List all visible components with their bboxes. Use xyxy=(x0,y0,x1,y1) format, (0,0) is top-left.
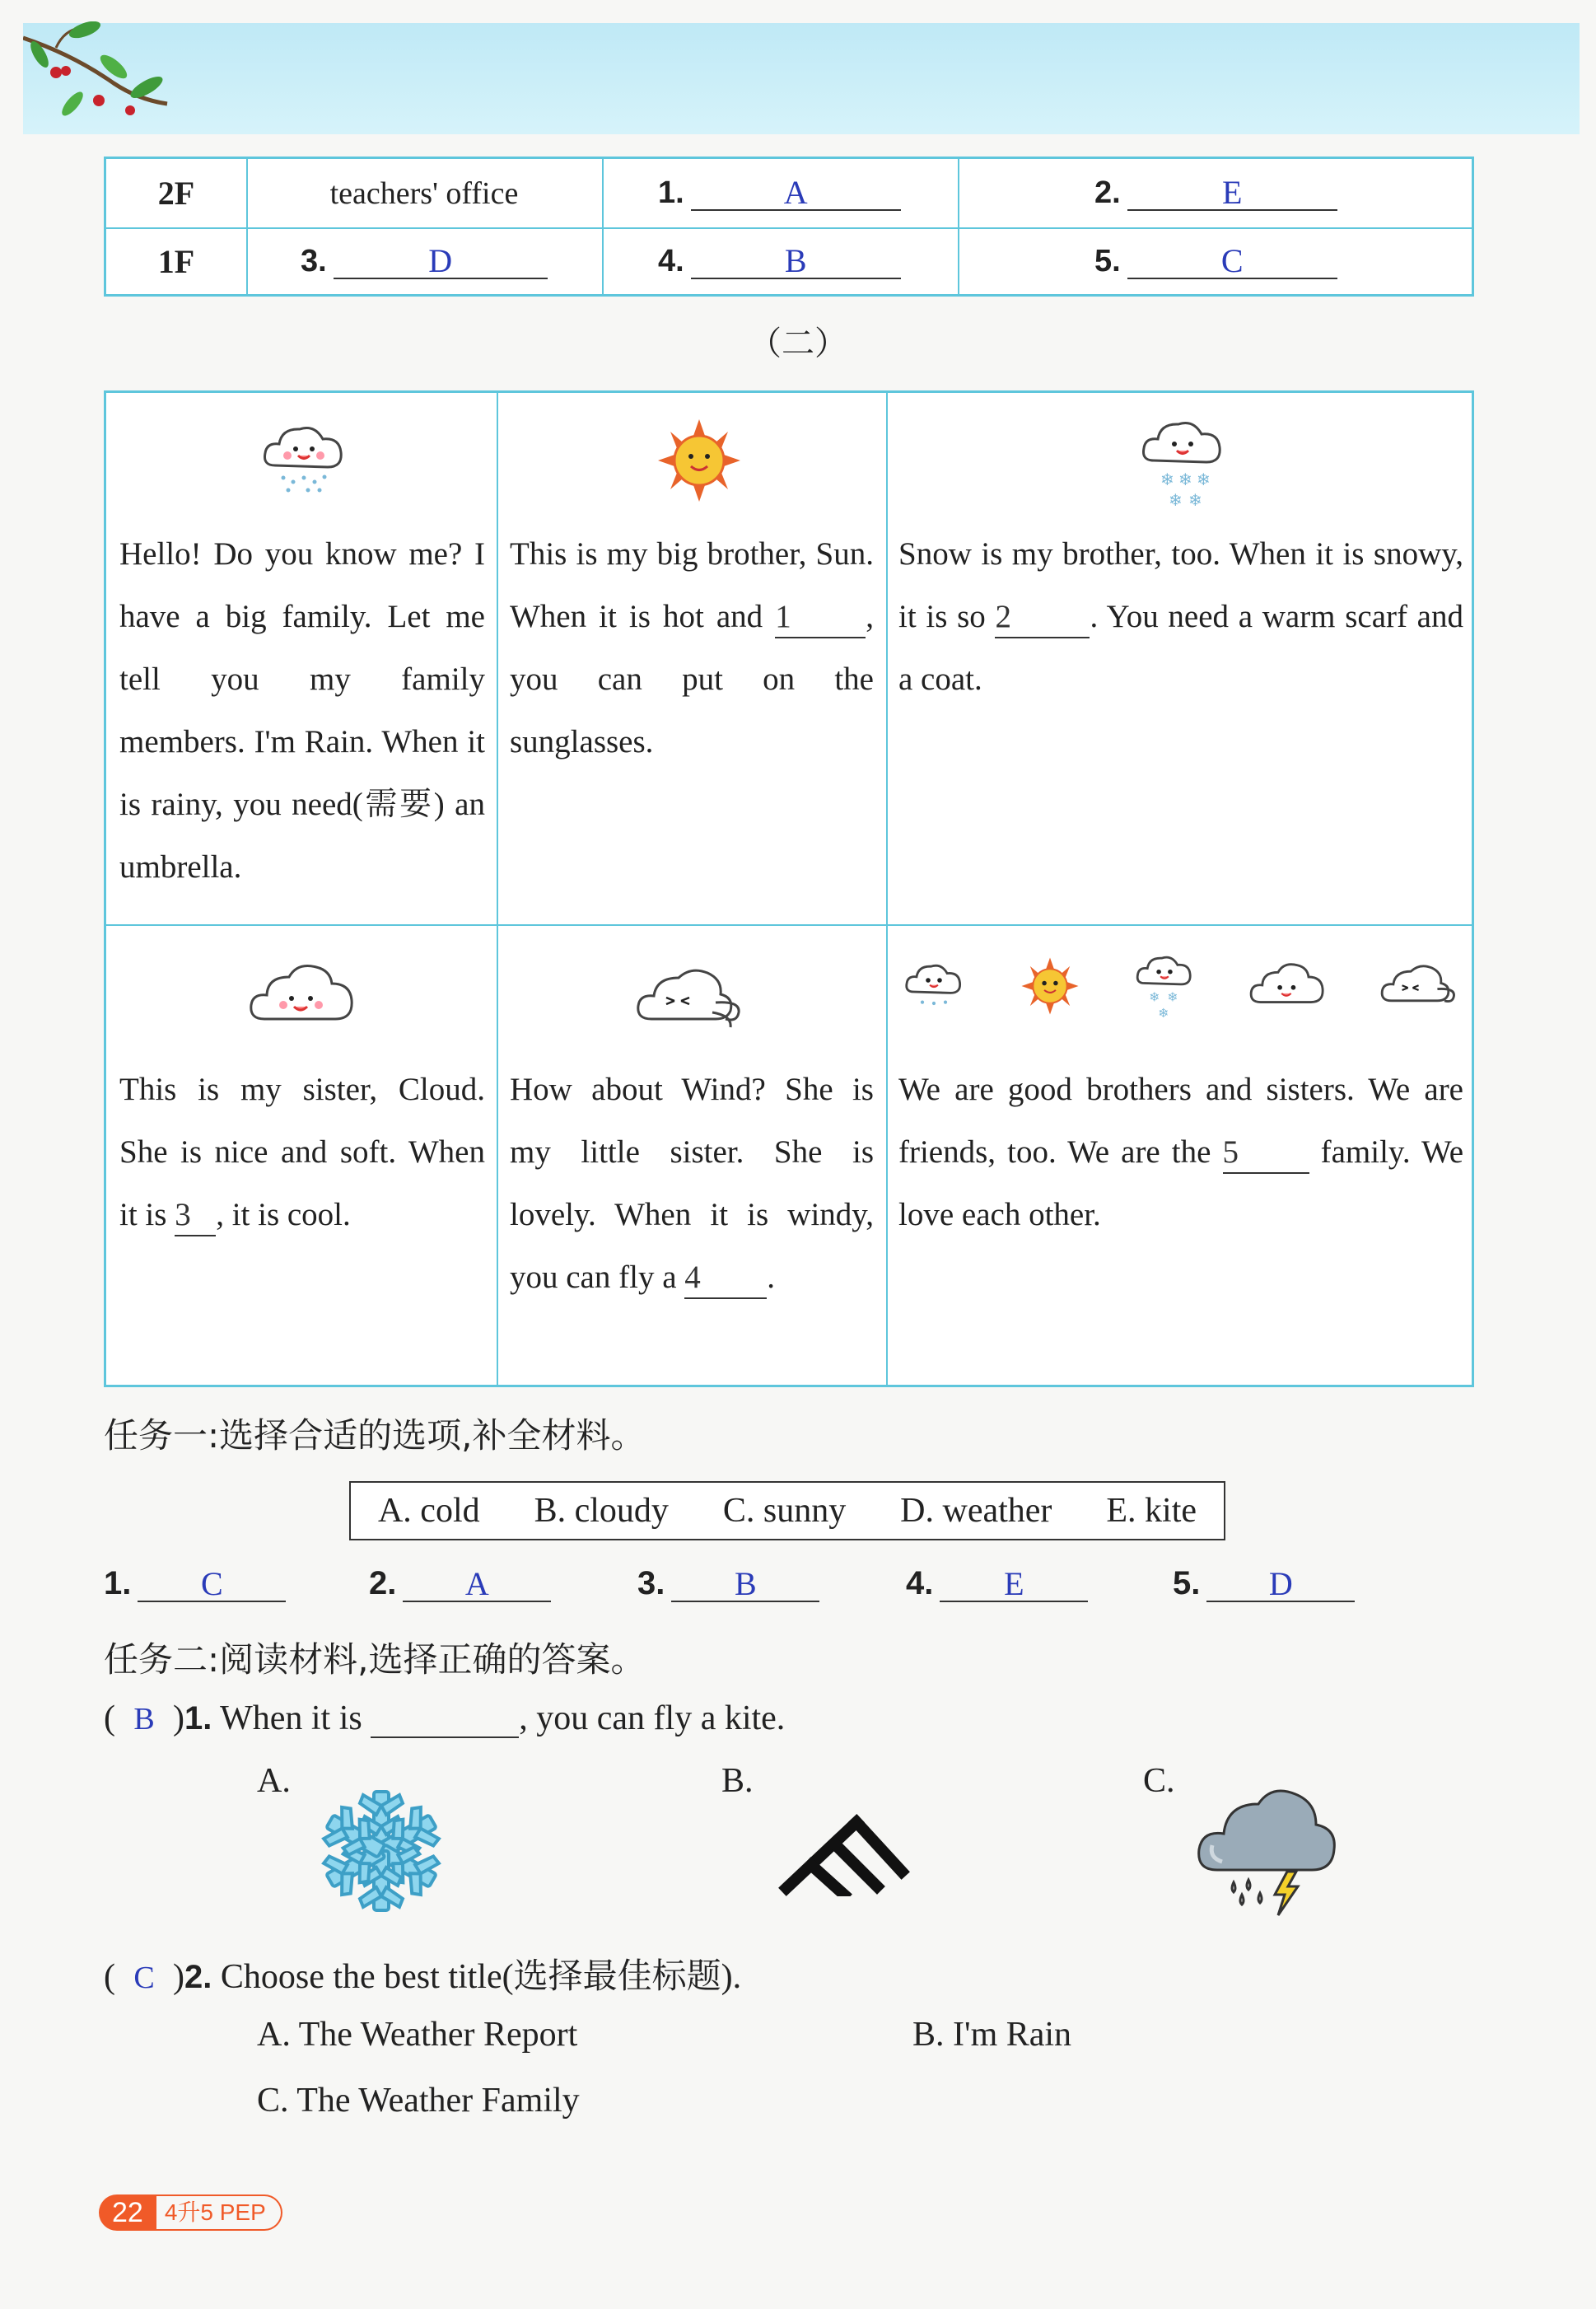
option-a: A. cold xyxy=(377,1492,480,1530)
floor-label: 2F xyxy=(157,175,195,212)
page-footer xyxy=(99,2194,282,2231)
q1-option-c-label: C. xyxy=(1143,1762,1175,1800)
passage-family: We are good brothers and sisters. We are friends, too. We are the 5 family. We love each other. xyxy=(898,1072,1464,1232)
svg-text:❄: ❄ xyxy=(1167,989,1178,1005)
option-d: D. weather xyxy=(900,1492,1052,1530)
answer-3: 3. B xyxy=(637,1565,819,1602)
passage-grid xyxy=(104,390,1474,1387)
answer-1: 1. C xyxy=(104,1565,286,1602)
option-c: C. sunny xyxy=(722,1492,847,1530)
snow-cloud-icon xyxy=(1133,949,1196,1023)
rain-cloud-icon xyxy=(259,416,349,498)
passage-cloud: This is my sister, Cloud. She is nice and soft. When it is 3 , it is cool. xyxy=(119,1059,485,1246)
cloud-icon xyxy=(1248,957,1327,1015)
inline-blank-1: 1 xyxy=(775,597,866,638)
header-band xyxy=(23,23,1580,134)
question-1: ( B )1. When it is , you can fly a kite. xyxy=(104,1699,786,1737)
floor-table xyxy=(104,157,1474,297)
svg-text:❄: ❄ xyxy=(1188,490,1202,510)
answer-2: 2. A xyxy=(369,1565,551,1602)
sun-icon xyxy=(1019,957,1081,1015)
option-e: E. kite xyxy=(1106,1492,1197,1530)
svg-text:❄: ❄ xyxy=(1178,470,1192,489)
svg-text:❄: ❄ xyxy=(1160,470,1174,489)
svg-text:❄: ❄ xyxy=(1158,1006,1169,1021)
wind-symbol-icon xyxy=(778,1789,910,1896)
floor-row-1f xyxy=(106,227,1472,296)
task2-title: 任务二:阅读材料,选择正确的答案。 xyxy=(104,1639,646,1680)
blank-2: 2. E xyxy=(1094,159,1337,227)
q2-option-a: A. The Weather Report xyxy=(257,2016,578,2054)
blank-1: 1. A xyxy=(658,159,901,227)
q1-option-a-label: A. xyxy=(257,1762,291,1800)
floor-label: 1F xyxy=(157,243,195,280)
svg-text:❄: ❄ xyxy=(1197,470,1211,489)
passage-sun: This is my big brother, Sun. When it is hot and 1 , you can put on the sunglasses. xyxy=(510,536,874,760)
question-2-answer: C xyxy=(133,1961,155,1995)
storm-cloud-icon xyxy=(1192,1779,1341,1919)
question-1-answer: B xyxy=(133,1702,155,1736)
book-tag: 4升5 PEP xyxy=(156,2194,282,2231)
blank-4: 4. B xyxy=(658,227,901,296)
passage-rain: Hello! Do you know me? I have a big family. Let me tell you my family members. I'm Rain. When it is rainy, you need(需要) an umbrella. xyxy=(119,536,485,885)
q2-option-b: B. I'm Rain xyxy=(912,2016,1072,2054)
blank-5: 5. C xyxy=(1094,227,1337,296)
section-title: （二） xyxy=(749,325,847,362)
question-2: ( C )2. Choose the best title(选择最佳标题). xyxy=(104,1958,742,1996)
floor-row-2f xyxy=(106,159,1472,229)
blank-3: 3. D xyxy=(301,227,548,296)
wind-cloud-icon xyxy=(1379,959,1461,1013)
svg-text:❄: ❄ xyxy=(1149,989,1160,1005)
page-number: 22 xyxy=(99,2194,156,2231)
wind-cloud-icon xyxy=(633,961,749,1035)
rain-cloud-icon xyxy=(901,957,967,1015)
answer-5: 5. D xyxy=(1173,1565,1355,1602)
option-box xyxy=(349,1481,1225,1540)
weather-family-icons xyxy=(901,945,1461,1027)
snowflake-icon xyxy=(311,1789,451,1913)
passage-snow: Snow is my brother, too. When it is snowy, it is so 2 . You need a warm scarf and a coat. xyxy=(898,536,1463,697)
option-b: B. cloudy xyxy=(534,1492,669,1530)
inline-blank-4: 4 xyxy=(684,1258,767,1299)
inline-blank-3: 3 xyxy=(175,1195,216,1236)
snow-cloud-icon xyxy=(1137,411,1228,518)
task1-title: 任务一:选择合适的选项,补全材料。 xyxy=(104,1415,646,1456)
room-label: teachers' office xyxy=(329,175,519,211)
answer-4: 4. E xyxy=(906,1565,1088,1602)
q2-option-c: C. The Weather Family xyxy=(257,2082,580,2120)
q1-option-b-label: B. xyxy=(721,1762,754,1800)
cloud-icon xyxy=(246,957,357,1035)
inline-blank-5: 5 xyxy=(1223,1133,1309,1174)
passage-wind: How about Wind? She is my little sister. She is lovely. When it is windy, you can fly a 4 . xyxy=(510,1059,874,1309)
task1-answers xyxy=(104,1565,1388,1615)
svg-text:❄: ❄ xyxy=(1169,490,1183,510)
cherry-branch-icon xyxy=(23,21,188,120)
inline-blank-2: 2 xyxy=(995,597,1090,638)
sun-icon xyxy=(654,419,744,502)
